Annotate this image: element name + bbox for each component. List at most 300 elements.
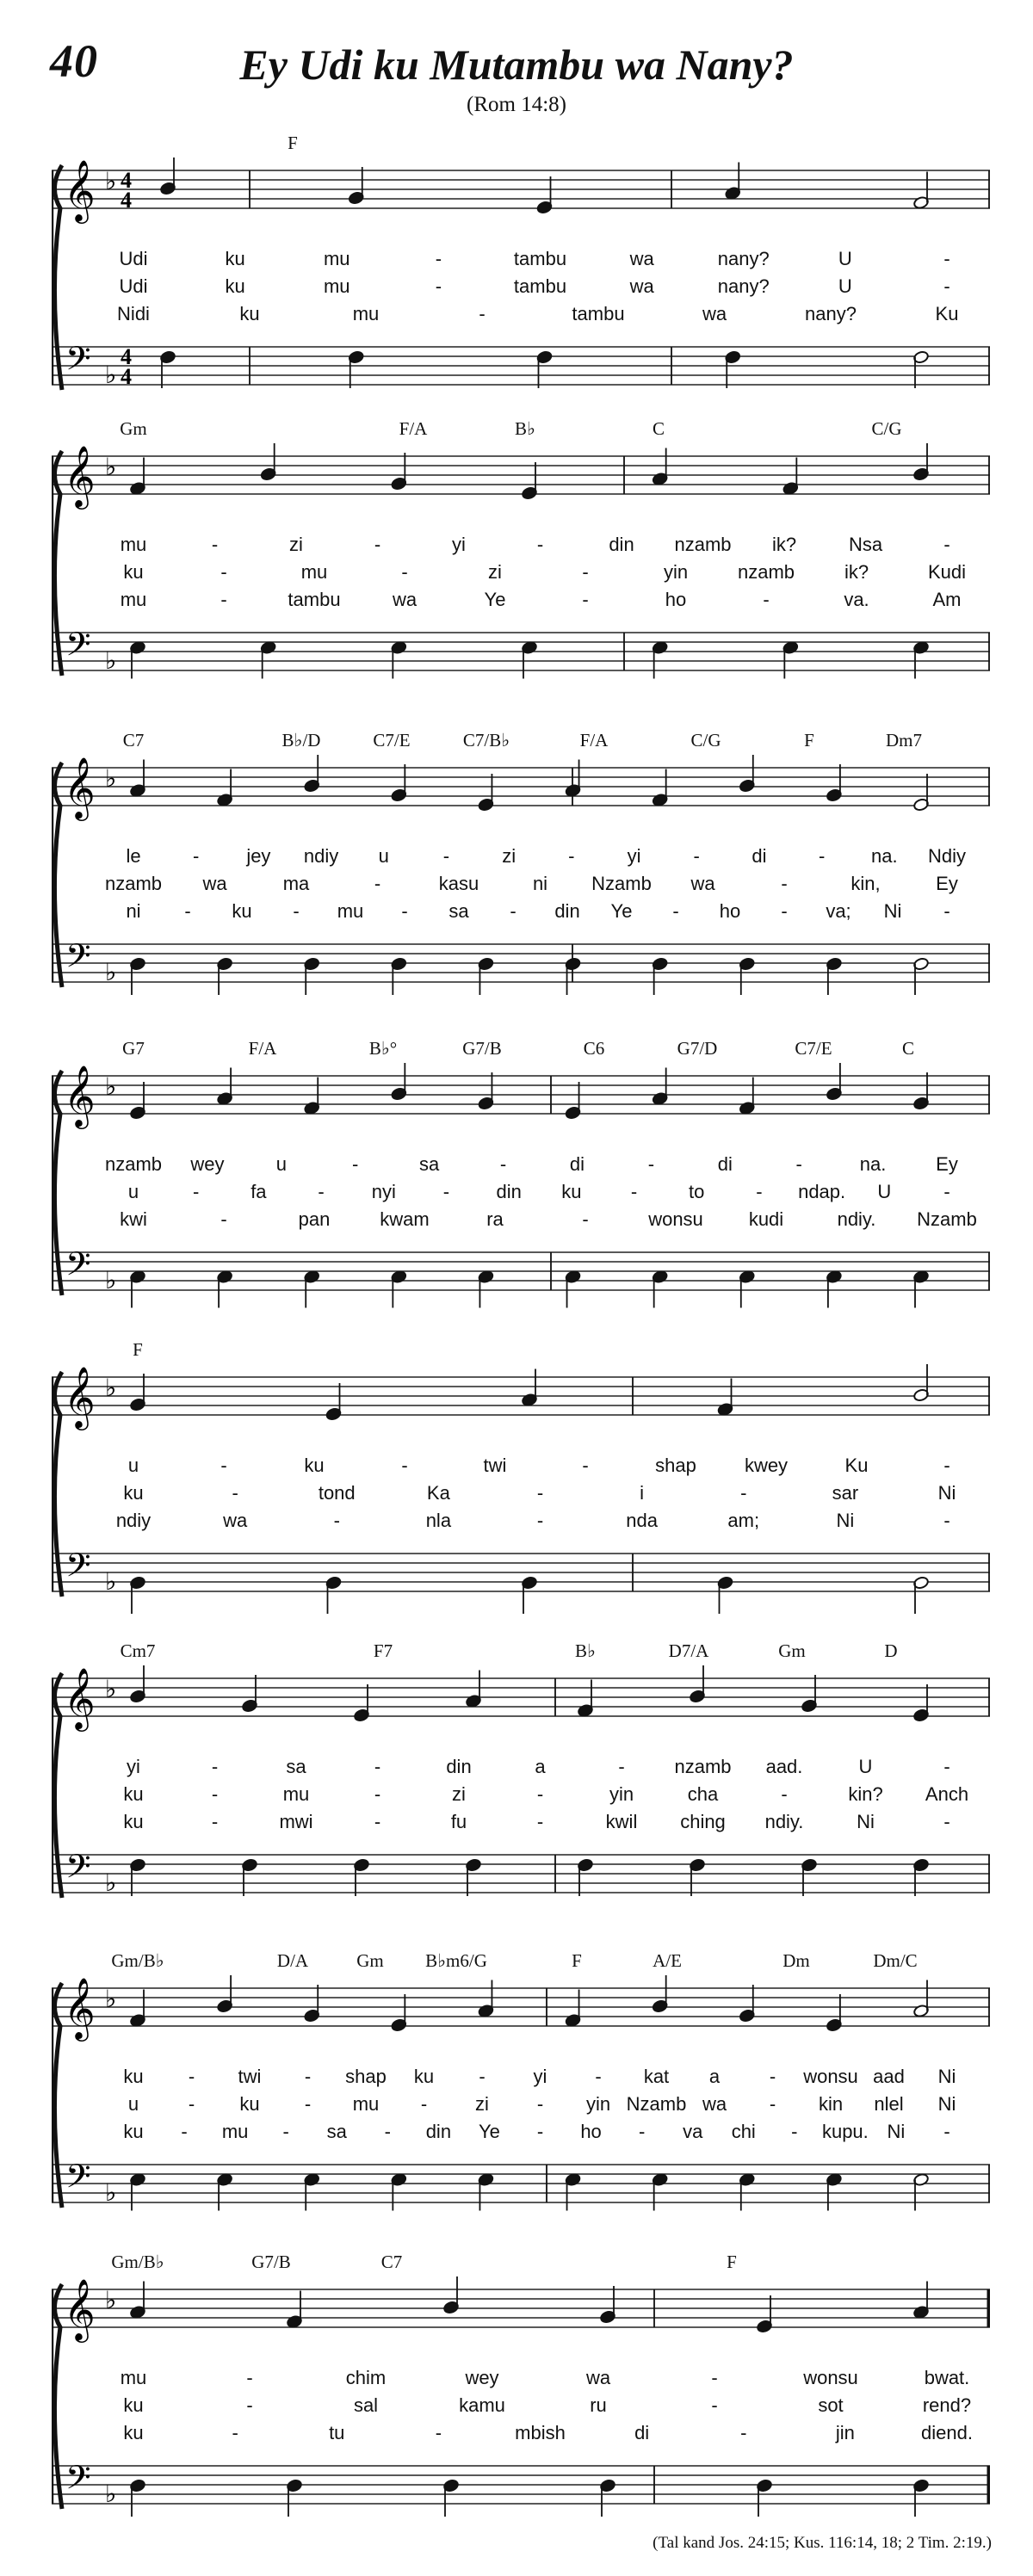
music-system	[52, 133, 990, 411]
chord-symbol: G7/D	[677, 1038, 718, 1059]
lyric-syllable: u	[378, 845, 389, 867]
note	[522, 641, 538, 679]
lyric-syllable: ho	[580, 2121, 602, 2142]
note	[443, 2276, 460, 2314]
lyric-syllable: -	[232, 1482, 238, 1504]
note	[391, 2173, 407, 2211]
treble-staff	[52, 1988, 990, 2026]
lyric-syllable: nlel	[874, 2093, 904, 2115]
chord-symbol: Cm7	[120, 1640, 156, 1661]
lyric-syllable: -	[943, 1811, 950, 1832]
music-system	[52, 1038, 990, 1317]
bass-clef-icon: 𝄢	[65, 1245, 91, 1291]
note	[391, 1270, 407, 1308]
chord-symbol: F	[133, 1339, 143, 1360]
lyric-syllable: tond	[318, 1482, 356, 1504]
lyric-syllable: ho	[719, 900, 741, 922]
chord-symbol: Dm	[782, 1950, 810, 1971]
footer-references: (Tal kand Jos. 24:15; Kus. 116:14, 18; 2 Tim. 2:19.)	[653, 2534, 992, 2552]
lyric-syllable: Ku	[844, 1455, 869, 1476]
note	[913, 1858, 930, 1896]
note	[466, 1858, 482, 1896]
lyric-syllable: ku	[123, 1482, 144, 1504]
note	[565, 2173, 581, 2211]
lyric-syllable: u	[275, 1153, 287, 1175]
lyric-syllable: ni	[126, 900, 141, 922]
lyric-syllable: -	[711, 2394, 718, 2416]
music-system	[52, 418, 990, 697]
lyric-syllable: -	[181, 2121, 188, 2142]
lyric-syllable: Ni	[836, 1510, 855, 1531]
note	[304, 1270, 320, 1308]
lyric-syllable: Anch	[925, 1783, 969, 1805]
lyric-syllable: -	[943, 2121, 950, 2142]
lyric-syllable: -	[220, 561, 227, 583]
lyric-syllable: -	[943, 275, 950, 297]
key-flat-icon: ♭	[105, 1870, 117, 1897]
lyric-syllable: -	[232, 2422, 238, 2443]
chord-symbol: B♭	[575, 1640, 596, 1661]
note	[913, 1576, 930, 1614]
lyric-syllable: Ndiy	[927, 845, 967, 867]
note	[725, 350, 741, 388]
lyric-syllable: -	[818, 845, 826, 867]
music-system	[52, 2252, 990, 2530]
lyric-syllable: tambu	[288, 589, 341, 610]
key-flat-icon: ♭	[105, 454, 117, 481]
note	[160, 350, 176, 388]
time-signature: 4	[121, 188, 132, 213]
lyric-syllable: zi	[452, 1783, 466, 1805]
note	[304, 1078, 320, 1115]
lyric-syllable: a	[708, 2066, 721, 2087]
lyric-syllable: na.	[859, 1153, 887, 1175]
lyric-syllable: wa	[202, 873, 227, 894]
chord-symbol: C7	[380, 2252, 403, 2272]
note	[913, 350, 930, 388]
note	[391, 1063, 407, 1101]
chord-symbol: C/G	[690, 730, 721, 751]
chord-symbol: F	[804, 730, 814, 751]
chord-symbol: Gm	[120, 418, 147, 439]
treble-staff	[52, 170, 990, 208]
lyric-syllable: tambu	[513, 248, 567, 269]
chord-symbol: B♭	[515, 418, 535, 439]
lyric-syllable: ku	[413, 2066, 435, 2087]
lyric-syllable: ku	[123, 2422, 144, 2443]
lyric-syllable: ku	[239, 2093, 260, 2115]
lyric-syllable: -	[582, 1455, 589, 1476]
lyric-syllable: -	[304, 2093, 312, 2115]
lyric-syllable: din	[496, 1181, 522, 1202]
note	[260, 443, 276, 481]
key-flat-icon: ♭	[105, 1677, 117, 1703]
chord-symbol: G7	[122, 1038, 145, 1059]
lyric-syllable: nany?	[717, 248, 770, 269]
lyric-syllable: mbish	[515, 2422, 566, 2443]
note	[578, 1680, 594, 1718]
note	[443, 2479, 460, 2517]
note	[739, 2173, 755, 2211]
treble-clef-icon: 𝄞	[64, 1365, 96, 1428]
bass-clef-icon: 𝄢	[65, 2458, 91, 2505]
note	[478, 957, 494, 995]
lyric-syllable: di	[634, 2422, 650, 2443]
lyric-syllable: ku	[239, 303, 260, 324]
lyric-syllable: yi	[452, 534, 466, 555]
lyric-syllable: ndiy.	[837, 1208, 876, 1230]
lyric-syllable: wa	[585, 2367, 611, 2388]
treble-staff	[52, 456, 990, 494]
lyric-syllable: zi	[502, 845, 516, 867]
lyric-syllable: va.	[844, 589, 869, 610]
lyric-syllable: -	[582, 589, 589, 610]
key-flat-icon: ♭	[105, 2481, 117, 2508]
key-flat-icon: ♭	[105, 1074, 117, 1101]
note	[913, 1364, 930, 1402]
chord-symbol: G7/B	[462, 1038, 502, 1059]
lyric-syllable: Ye	[478, 2121, 500, 2142]
bass-staff	[52, 2165, 990, 2202]
chord-symbol: C7/E	[373, 730, 411, 751]
chord-symbol: C/G	[871, 418, 902, 439]
lyric-syllable: ndiy	[303, 845, 339, 867]
treble-staff	[52, 1678, 990, 1716]
lyric-syllable: mu	[352, 303, 380, 324]
lyric-syllable: -	[318, 1181, 325, 1202]
lyric-syllable: i	[640, 1482, 645, 1504]
lyric-syllable: -	[479, 2066, 486, 2087]
lyric-syllable: nany?	[717, 275, 770, 297]
lyric-syllable: -	[536, 1510, 544, 1531]
lyric-syllable: -	[193, 845, 200, 867]
staff-graphic	[52, 422, 990, 697]
lyric-syllable: -	[943, 1756, 950, 1777]
lyric-syllable: zi	[488, 561, 502, 583]
key-flat-icon: ♭	[105, 2288, 117, 2314]
treble-staff	[52, 1377, 990, 1415]
note	[600, 2286, 616, 2324]
lyric-syllable: yi	[627, 845, 641, 867]
lyric-syllable: di	[717, 1153, 733, 1175]
lyric-syllable: -	[582, 1208, 589, 1230]
lyric-syllable: nzamb	[104, 873, 163, 894]
note	[652, 769, 668, 807]
lyric-syllable: mu	[323, 275, 350, 297]
lyric-syllable: -	[781, 900, 788, 922]
note	[801, 1675, 818, 1713]
lyric-syllable: yin	[663, 561, 689, 583]
note	[287, 2479, 303, 2517]
lyric-syllable: -	[769, 2066, 776, 2087]
lyric-syllable: -	[384, 2121, 391, 2142]
lyric-syllable: -	[479, 303, 486, 324]
note	[739, 1985, 755, 2023]
lyric-syllable: -	[374, 534, 381, 555]
lyric-syllable: -	[374, 1756, 381, 1777]
lyric-syllable: Ni	[937, 1482, 956, 1504]
bass-staff	[52, 2466, 990, 2504]
lyric-syllable: ku	[304, 1455, 325, 1476]
lyric-syllable: nda	[626, 1510, 658, 1531]
lyric-syllable: nzamb	[104, 1153, 163, 1175]
lyric-syllable: mwi	[279, 1811, 313, 1832]
lyric-syllable: -	[638, 2121, 646, 2142]
lyric-syllable: twi	[238, 2066, 262, 2087]
lyric-syllable: a	[535, 1756, 546, 1777]
lyric-syllable: ku	[123, 2394, 144, 2416]
treble-clef-icon: 𝄞	[64, 756, 96, 819]
bass-clef-icon: 𝄢	[65, 1546, 91, 1592]
lyric-syllable: kwam	[380, 1208, 430, 1230]
note	[478, 2173, 494, 2211]
note	[130, 1270, 146, 1308]
lyric-syllable: ik?	[771, 534, 797, 555]
bass-clef-icon: 𝄢	[65, 339, 91, 386]
lyric-syllable: wonsu	[803, 2066, 858, 2087]
note	[652, 957, 668, 995]
chord-symbol: D	[884, 1640, 898, 1661]
lyric-syllable: -	[618, 1756, 625, 1777]
chord-symbol: C6	[583, 1038, 605, 1059]
treble-clef-icon: 𝄞	[64, 1064, 96, 1127]
note	[130, 1374, 146, 1412]
lyric-syllable: -	[211, 1811, 219, 1832]
note	[130, 458, 146, 496]
lyric-syllable: pan	[298, 1208, 331, 1230]
lyric-syllable: wa	[702, 303, 727, 324]
lyric-syllable: chim	[345, 2367, 387, 2388]
note	[536, 176, 553, 214]
lyric-syllable: -	[333, 1510, 340, 1531]
lyric-syllable: -	[188, 2066, 195, 2087]
note	[130, 760, 146, 798]
lyric-syllable: to	[689, 1181, 705, 1202]
lyric-syllable: U	[858, 1756, 873, 1777]
note	[652, 2173, 668, 2211]
lyric-syllable: -	[435, 248, 442, 269]
time-signature: 4	[121, 344, 132, 369]
lyric-syllable: wonsu	[648, 1208, 703, 1230]
note	[690, 1665, 706, 1703]
note	[130, 2479, 146, 2517]
lyric-syllable: Nzamb	[591, 873, 652, 894]
key-flat-icon: ♭	[105, 1569, 117, 1596]
hymn-number: 40	[50, 35, 98, 87]
lyric-syllable: -	[536, 1811, 544, 1832]
lyric-syllable: mu	[221, 2121, 249, 2142]
lyric-syllable: -	[943, 534, 950, 555]
lyric-syllable: wa	[690, 873, 715, 894]
note	[478, 774, 494, 812]
lyric-syllable: din	[609, 534, 634, 555]
note	[348, 350, 364, 388]
music-system	[52, 1339, 990, 1618]
lyric-syllable: -	[943, 1181, 950, 1202]
music-system	[52, 730, 990, 1009]
music-system	[52, 1640, 990, 1919]
lyric-syllable: -	[293, 900, 300, 922]
lyric-syllable: wa	[629, 275, 654, 297]
lyric-syllable: -	[943, 1455, 950, 1476]
note	[325, 1383, 342, 1421]
hymn-title: Ey Udi ku Mutambu wa Nany?	[239, 40, 794, 89]
lyric-syllable: mu	[337, 900, 364, 922]
note	[717, 1379, 733, 1417]
note	[565, 1082, 581, 1120]
note	[536, 350, 553, 388]
lyric-syllable: -	[630, 1181, 638, 1202]
note	[826, 1270, 842, 1308]
lyric-syllable: -	[499, 1153, 507, 1175]
note	[913, 2479, 930, 2517]
lyric-syllable: ku	[123, 1811, 144, 1832]
lyric-syllable: ku	[123, 2121, 144, 2142]
chord-symbol: Dm7	[886, 730, 922, 751]
lyric-syllable: Ku	[935, 303, 959, 324]
chord-symbol: D7/A	[668, 1640, 709, 1661]
note	[217, 1270, 233, 1308]
chord-symbol: B♭m6/G	[425, 1950, 487, 1971]
note	[782, 641, 799, 679]
lyric-syllable: wonsu	[803, 2367, 858, 2388]
lyric-syllable: Udi	[119, 275, 148, 297]
lyric-syllable: -	[536, 1783, 544, 1805]
chord-symbol: F	[572, 1950, 582, 1971]
lyric-syllable: fa	[251, 1181, 267, 1202]
time-signature: 4	[121, 168, 132, 193]
key-flat-icon: ♭	[105, 2180, 117, 2207]
note	[130, 1990, 146, 2028]
lyric-syllable: u	[127, 1455, 139, 1476]
note	[217, 769, 233, 807]
lyric-syllable: -	[211, 534, 219, 555]
lyric-syllable: sar	[832, 1482, 859, 1504]
note	[130, 1576, 146, 1614]
chord-symbol: F/A	[399, 418, 428, 439]
lyric-syllable: jey	[246, 845, 271, 867]
lyric-syllable: ku	[225, 275, 245, 297]
note	[130, 1082, 146, 1120]
lyric-syllable: Ni	[883, 900, 902, 922]
lyric-syllable: le	[126, 845, 141, 867]
bass-staff	[52, 1554, 990, 1591]
lyric-syllable: -	[211, 1783, 219, 1805]
staff-graphic	[52, 136, 990, 411]
lyric-syllable: Am	[932, 589, 962, 610]
treble-staff	[52, 1076, 990, 1114]
lyric-syllable: Ni	[887, 2121, 906, 2142]
note	[826, 2173, 842, 2211]
key-flat-icon: ♭	[105, 1986, 117, 2013]
note	[913, 2282, 930, 2320]
lyric-syllable: din	[554, 900, 580, 922]
note	[578, 1858, 594, 1896]
lyric-syllable: ndiy	[115, 1510, 152, 1531]
note	[391, 957, 407, 995]
note	[913, 957, 930, 995]
lyric-syllable: -	[536, 1482, 544, 1504]
note	[478, 1270, 494, 1308]
lyric-syllable: Ye	[610, 900, 633, 922]
note	[600, 2479, 616, 2517]
lyric-syllable: -	[568, 845, 575, 867]
note	[801, 1858, 818, 1896]
lyric-syllable: Nsa	[848, 534, 883, 555]
key-flat-icon: ♭	[105, 1375, 117, 1402]
chord-symbol: B♭/D	[281, 730, 321, 751]
lyric-syllable: -	[374, 1783, 381, 1805]
lyric-syllable: sot	[818, 2394, 844, 2416]
note	[130, 957, 146, 995]
lyric-syllable: -	[740, 2422, 747, 2443]
lyric-syllable: -	[442, 845, 450, 867]
lyric-syllable: -	[781, 1783, 788, 1805]
lyric-syllable: shap	[345, 2066, 387, 2087]
bass-staff	[52, 347, 990, 385]
note	[522, 462, 538, 500]
note	[739, 755, 755, 793]
bass-staff	[52, 1855, 990, 1893]
note	[242, 1858, 258, 1896]
chord-symbol: G7/B	[251, 2252, 291, 2272]
chord-symbol: A/E	[653, 1950, 682, 1971]
lyric-syllable: kin?	[848, 1783, 883, 1805]
lyric-syllable: U	[838, 248, 852, 269]
note	[130, 641, 146, 679]
note	[304, 1985, 320, 2023]
lyric-syllable: ra	[486, 1208, 504, 1230]
lyric-syllable: Ey	[936, 1153, 958, 1175]
lyric-syllable: ndiy.	[764, 1811, 804, 1832]
note	[913, 2173, 930, 2211]
lyric-syllable: -	[220, 1208, 227, 1230]
lyric-syllable: -	[647, 1153, 655, 1175]
treble-clef-icon: 𝄞	[64, 1976, 96, 2039]
lyric-syllable: Nzamb	[626, 2093, 687, 2115]
lyric-syllable: -	[220, 1455, 227, 1476]
lyric-syllable: yi	[533, 2066, 547, 2087]
lyric-syllable: ku	[123, 1783, 144, 1805]
lyric-syllable: wa	[702, 2093, 727, 2115]
chord-symbol: B♭°	[368, 1038, 398, 1059]
key-flat-icon: ♭	[105, 1268, 117, 1294]
treble-clef-icon: 𝄞	[64, 158, 96, 221]
lyric-syllable: zi	[289, 534, 303, 555]
lyric-syllable: kin,	[851, 873, 881, 894]
note	[354, 1684, 370, 1722]
lyric-syllable: U	[838, 275, 852, 297]
treble-clef-icon: 𝄞	[64, 2277, 96, 2340]
lyric-syllable: ni	[532, 873, 548, 894]
lyric-syllable: Ni	[937, 2093, 956, 2115]
lyric-syllable: -	[582, 561, 589, 583]
lyric-syllable: va;	[826, 900, 851, 922]
lyric-syllable: sal	[353, 2394, 379, 2416]
note	[757, 2295, 773, 2333]
note	[217, 1975, 233, 2013]
chord-symbol: Gm/B♭	[111, 1950, 164, 1971]
lyric-syllable: kwey	[744, 1455, 789, 1476]
lyric-syllable: Ka	[426, 1482, 450, 1504]
lyric-syllable: kudi	[748, 1208, 784, 1230]
note	[739, 1270, 755, 1308]
bass-staff	[52, 944, 990, 982]
lyric-syllable: mu	[323, 248, 350, 269]
lyric-syllable: -	[672, 900, 679, 922]
lyric-syllable: -	[374, 1811, 381, 1832]
lyric-syllable: kasu	[438, 873, 479, 894]
